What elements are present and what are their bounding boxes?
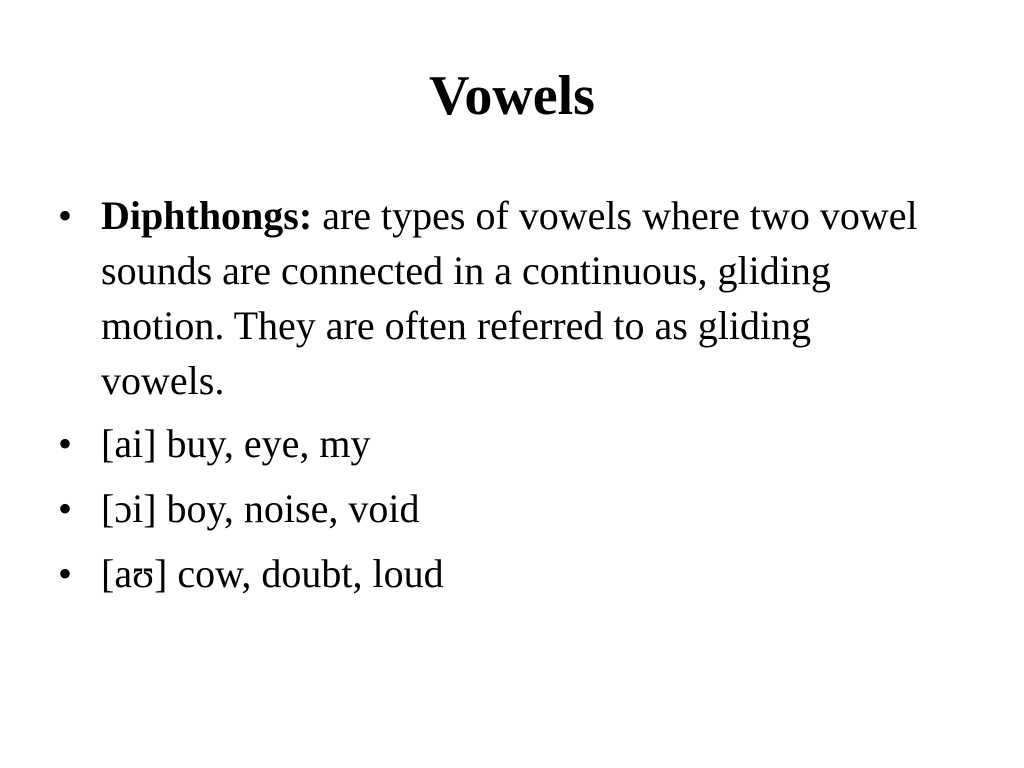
bullet-dot-icon: • [58,421,73,466]
example-text: [ai] buy, eye, my [101,421,371,466]
definition-bullet [58,188,921,408]
definition-text: are types of vowels where two vowel sounds are connected in a continuous, gliding motion. They are often referred to as gliding vowels. [101,193,918,403]
bullet-list [58,188,958,611]
example-bullet-oi [58,481,958,536]
example-bullet-ai [58,416,958,471]
bullet-dot-icon: • [58,486,73,531]
example-text: [ɔi] boy, noise, void [101,486,420,531]
slide-title: Vowels [429,65,595,127]
bullet-dot-icon: • [58,551,73,596]
example-text: [aʊ] cow, doubt, loud [101,551,444,596]
example-bullet-au [58,546,958,601]
bullet-dot-icon: • [58,193,73,238]
definition-term: Diphthongs: [101,193,313,238]
